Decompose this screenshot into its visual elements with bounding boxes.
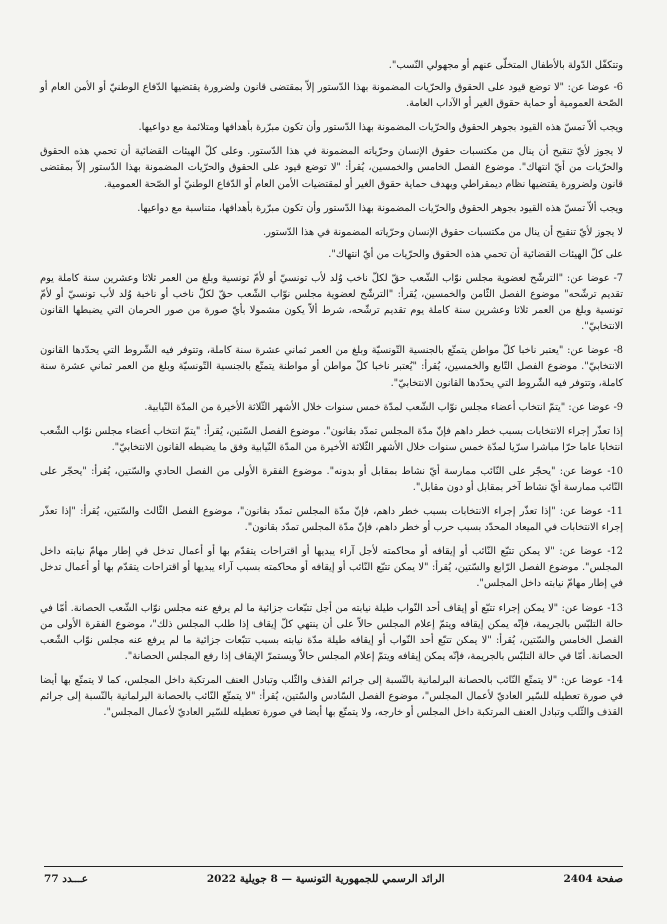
- paragraph-1: وتتكفّل الدّولة بالأطفال المتخلّى عنهم أو مجهولي النّسب".: [388, 60, 623, 71]
- paragraph-item-6: 6- عوضا عن: "لا توضع قيود على الحقوق والحرّيات المضمونة بهذا الدّستور إلاّ بمقتضى قانون ولضرورة يقتضيها الدّفاع الوطنيّ أو الأمن العام أو الصّحة العمومية أو حماية حقوق الغير أو الآداب العامة.: [40, 82, 623, 110]
- journal-title: الرائد الرسمي للجمهورية التونسية — 8 جويلية 2022: [206, 873, 445, 885]
- paragraph-item-14: 14- عوضا عن: "لا يتمتّع النّائب بالحصانة البرلمانية بالنّسبة إلى جرائم القذف والثّلب وتبادل العنف المرتكبة داخل المجلس، كما لا يتمتّع بها أيضا في صورة تعطيله للسّير العاديّ لأعمال المجلس"، موضوع الفصل السّادس والسّتين، يُقرأ: "لا يتمتّع النّائب بالحصانة البرلمانية بالنّسبة إلى جرائم القذف والثّلب وتبادل العنف المرتكبة داخل المجلس أو خارجه، ولا يتمتّع بها أيضا في صورة تعطيله للسّير العاديّ لأعمال المجلس".: [40, 674, 623, 719]
- paragraph-3: لا يجوز لأيّ تنقيح أن ينال من مكتسبات حقوق الإنسان وحرّياته المضمونة في هذا الدّستور. وعلى كلّ الهيئات القضائية أن تحمي هذه الحقوق والحرّيات من أيّ انتهاك". موضوع الفصل الخامس والخمسين، يُقرأ: "لا توضع قيود على الحقوق والحرّيات المضمونة بهذا الدّستور إلاّ بمقتضى قانون ولضرورة يقتضيها نظام ديمقراطي وبهدف حماية حقوق الغير أو لمقتضيات الأمن العام أو الدّفاع الوطنيّ أو الصّحة العمومية.: [40, 146, 623, 190]
- paragraph-item-7: 7- عوضا عن: "الترشّح لعضوية مجلس نوّاب الشّعب حقّ لكلّ ناخب وُلد لأب تونسيّ أو لأمّ تونسية وبلغ من العمر ثلاثا وعشرين سنة كاملة يوم تقديم ترشّحه" موضوع الفصل الثّامن والخمسين، يُقرأ: "الترشّح لعضوية مجلس نوّاب الشّعب حقّ لكلّ ناخب أو ناخبة وُلد لأب تونسيّ أو لأمّ تونسية وبلغ من العمر ثلاثا وعشرين سنة كاملة يوم تقديم ترشّحه، شرط ألاّ يكون مشمولا بأيّ صورة من صور الحرمان التي يضبطها القانون الانتخابيّ".: [40, 272, 623, 333]
- paragraph-item-10: 10- عوضا عن: "يحجّر على النّائب ممارسة أيّ نشاط بمقابل أو بدونه". موضوع الفقرة الأولى من الفصل الحادي والسّتين، يُقرأ: "يحجّر على النّائب ممارسة أيّ نشاط آخر بمقابل أو دون مقابل".: [40, 465, 623, 493]
- page-number: صفحة 2404: [563, 873, 623, 885]
- paragraph-4: ويجب ألاّ تمسّ هذه القيود بجوهر الحقوق والحرّيات المضمونة بهذا الدّستور وأن تكون مبرّرة بأهدافها، متناسبة مع دواعيها.: [137, 202, 623, 214]
- paragraph-item-9: 9- عوضا عن: "يتمّ انتخاب أعضاء مجلس نوّاب الشّعب لمدّة خمس سنوات خلال الأشهر الثّلاثة الأخيرة من المدّة النّيابية.: [144, 401, 623, 413]
- paragraph-5: لا يجوز لأيّ تنقيح أن ينال من مكتسبات حقوق الإنسان وحرّياته المضمونة في هذا الدّستور.: [262, 226, 623, 238]
- paragraph-item-13: 13- عوضا عن: "لا يمكن إجراء تتبّع أو إيقاف أحد النّواب طيلة نيابته من أجل تتبّعات جزائية ما لم يرفع عنه مجلس نوّاب الشّعب الحصانة. أمّا في حالة التلبّس بالجريمة، فإنّه يمكن إيقافه ويتمّ إعلام المجلس حالاّ على أن ينتهي كلّ إيقاف إذا طلب المجلس ذلك"، موضوع الفقرة الأولى من الفصل الخامس والسّتين، يُقرأ: "لا يمكن تتبّع أحد النّواب أو إيقافه طيلة مدّة نيابته بسبب تتبّعات جزائية ما لم يرفع عنه مجلس نوّاب الشّعب الحصانة. أمّا في حالة التلبّس بالجريمة، فإنّه يمكن إيقافه ويتمّ إعلام المجلس حالاّ ويستمرّ الإيقاف إذا رفع المجلس الحصانة".: [40, 602, 623, 662]
- paragraph-item-11: 11- عوضا عن: "إذا تعذّر إجراء الانتخابات بسبب خطر داهم، فإنّ مدّة المجلس تمدّد بقانون"، موضوع الفصل الثّالث والسّتين، يُقرأ: "إذا تعذّر إجراء الانتخابات في الميعاد المحدّد بسبب حرب أو خطر داهم، فإنّ مدّة المجلس تمدّد بقانون".: [40, 506, 623, 534]
- page-footer: [44, 873, 623, 885]
- footer-divider: [44, 866, 623, 867]
- document-body: [40, 58, 623, 721]
- paragraph-2: ويجب ألاّ تمسّ هذه القيود بجوهر الحقوق والحرّيات المضمونة بهذا الدّستور وأن تكون مبرّرة بأهدافها ومتلائمة مع دواعيها.: [138, 122, 623, 134]
- paragraph-6: على كلّ الهيئات القضائية أن تحمي هذه الحقوق والحرّيات من أيّ انتهاك".: [328, 248, 623, 260]
- issue-number: عـــدد 77: [44, 873, 88, 885]
- paragraph-item-12: 12- عوضا عن: "لا يمكن تتبّع النّائب أو إيقافه أو محاكمته لأجل آراء يبديها أو اقتراحات يتقدّم بها أو أعمال تدخل في إطار مهامّ نيابته داخل المجلس". موضوع الفصل الرّابع والسّتين، يُقرأ: "لا يمكن تتبّع النّائب أو إيقافه أو محاكمته بسبب آراء يبديها أو اقتراحات يتقدّم بها أو أعمال تدخل في إطار مهامّ نيابته داخل المجلس".: [40, 546, 623, 590]
- paragraph-7: إذا تعذّر إجراء الانتخابات بسبب خطر داهم فإنّ مدّة المجلس تمدّد بقانون". موضوع الفصل السّتين، يُقرأ: "يتمّ انتخاب أعضاء مجلس نوّاب الشّعب انتخابا عاما حرّا مباشرا سرّيا لمدّة خمس سنوات خلال الأشهر الثّلاثة الأخيرة من المدّة النّيابية وفق ما يضبطه القانون الانتخابيّ".: [40, 425, 623, 453]
- paragraph-item-8: 8- عوضا عن: "يعتبر ناخبا كلّ مواطن يتمتّع بالجنسية التّونسيّة وبلغ من العمر ثماني عشرة سنة كاملة، وتتوفر فيه الشّروط التي يحدّدها القانون الانتخابيّ". موضوع الفصل التّابع والخمسين، يُقرأ: "يُعتبر ناخبا كلّ مواطن أو مواطنة يتمتّع بالجنسية التّونسيّة وبلغ من العمر ثماني عشرة سنة كاملة، وتتوفر فيه الشّروط التي يحدّدها القانون الانتخابيّ".: [40, 345, 623, 389]
